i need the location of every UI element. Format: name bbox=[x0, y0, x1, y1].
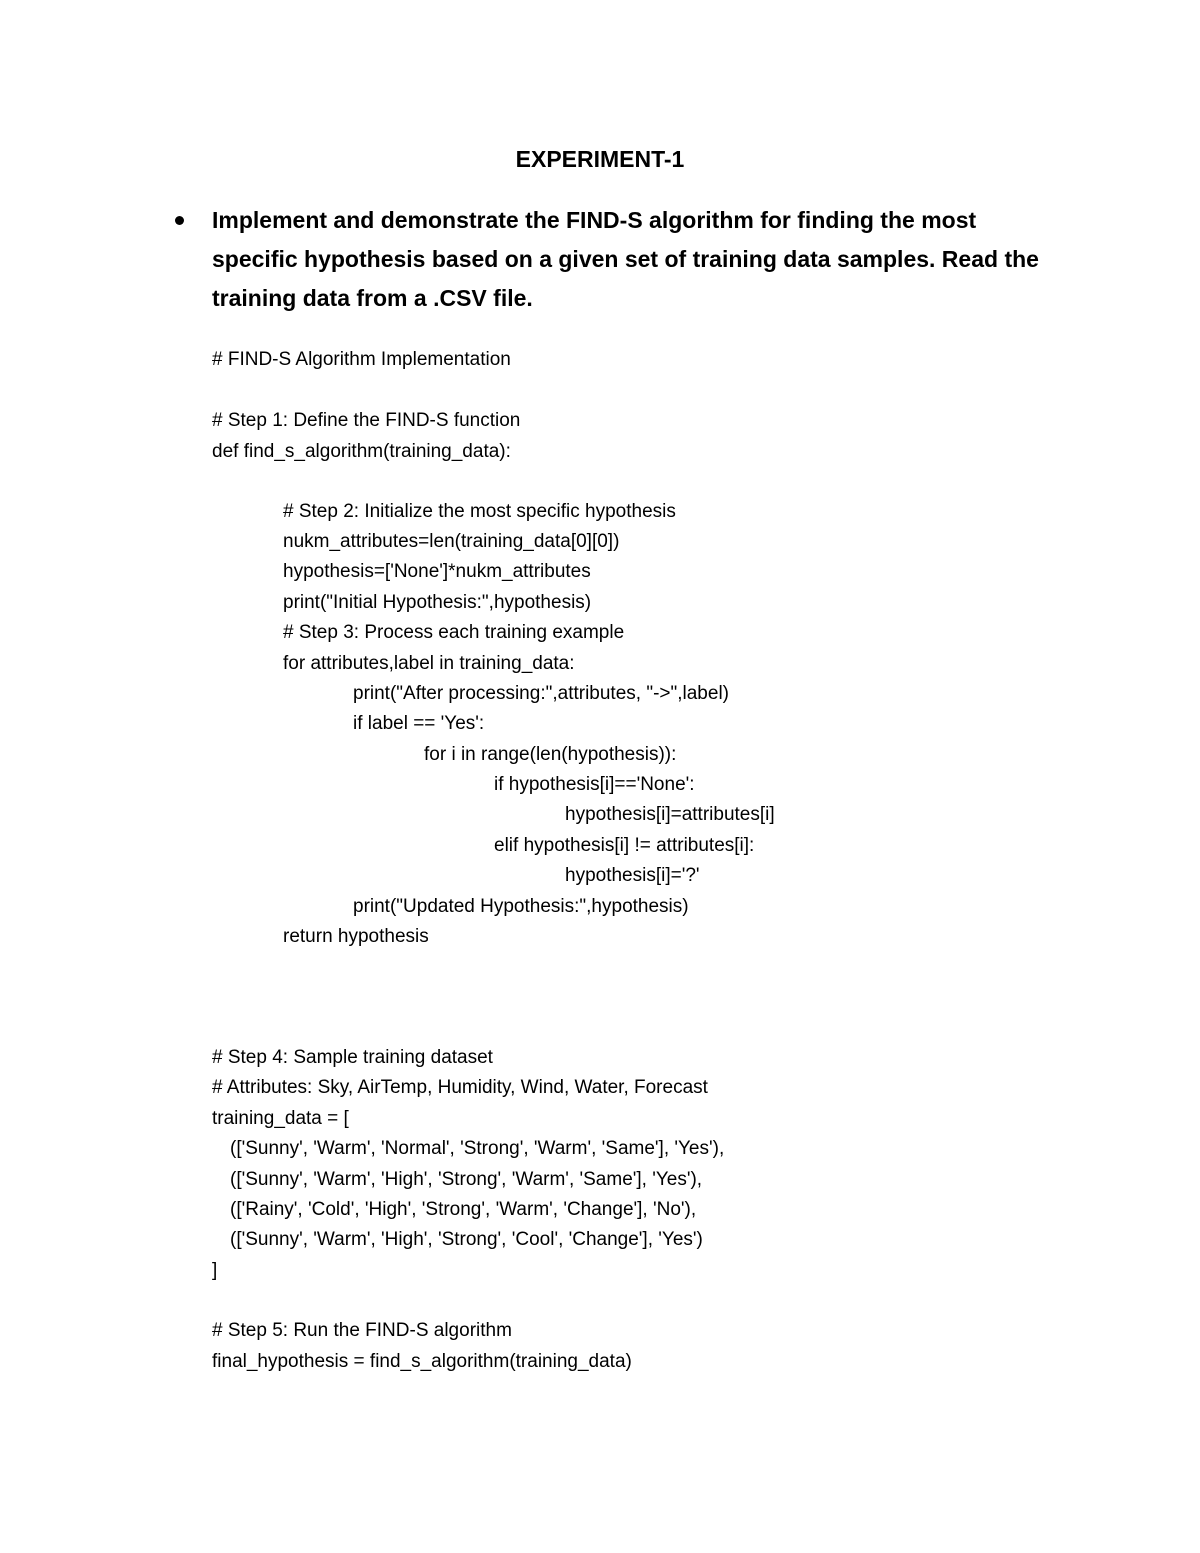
code-line: (['Sunny', 'Warm', 'High', 'Strong', 'Cool', 'Change'], 'Yes') bbox=[230, 1229, 703, 1250]
code-line: # Step 3: Process each training example bbox=[283, 622, 625, 643]
code-line: for i in range(len(hypothesis)): bbox=[424, 744, 677, 765]
code-line: training_data = [ bbox=[212, 1108, 349, 1129]
code-line: hypothesis[i]=attributes[i] bbox=[565, 804, 775, 825]
code-line: for attributes,label in training_data: bbox=[283, 653, 575, 674]
code-line: # Step 5: Run the FIND-S algorithm bbox=[212, 1320, 512, 1341]
code-line: hypothesis[i]='?' bbox=[565, 865, 700, 886]
page-title: EXPERIMENT-1 bbox=[515, 146, 685, 172]
code-line: (['Sunny', 'Warm', 'Normal', 'Strong', 'Warm', 'Same'], 'Yes'), bbox=[230, 1138, 725, 1159]
code-line: elif hypothesis[i] != attributes[i]: bbox=[494, 835, 755, 856]
code-line: print("Initial Hypothesis:",hypothesis) bbox=[283, 592, 592, 613]
code-line: if hypothesis[i]=='None': bbox=[494, 774, 695, 795]
code-line: return hypothesis bbox=[283, 926, 429, 947]
code-line: print("After processing:",attributes, "->",label) bbox=[353, 683, 729, 704]
code-line: # FIND-S Algorithm Implementation bbox=[212, 349, 511, 370]
code-line: print("Updated Hypothesis:",hypothesis) bbox=[353, 896, 689, 917]
code-line: def find_s_algorithm(training_data): bbox=[212, 441, 511, 462]
code-line: if label == 'Yes': bbox=[353, 713, 485, 734]
task-statement: Implement and demonstrate the FIND-S algorithm for finding the most specific hypothesis based on a given set of training data samples. Read the training data from a .CSV file. bbox=[212, 207, 1039, 311]
code-line: (['Rainy', 'Cold', 'High', 'Strong', 'Warm', 'Change'], 'No'), bbox=[230, 1199, 697, 1220]
code-line: final_hypothesis = find_s_algorithm(training_data) bbox=[212, 1351, 632, 1372]
code-line: (['Sunny', 'Warm', 'High', 'Strong', 'Warm', 'Same'], 'Yes'), bbox=[230, 1169, 703, 1190]
code-line: nukm_attributes=len(training_data[0][0]) bbox=[283, 531, 620, 552]
code-line: # Step 1: Define the FIND-S function bbox=[212, 410, 521, 431]
code-line: # Step 4: Sample training dataset bbox=[212, 1047, 493, 1068]
code-line: hypothesis=['None']*nukm_attributes bbox=[283, 561, 591, 582]
code-line: # Step 2: Initialize the most specific hypothesis bbox=[283, 501, 676, 522]
code-line: # Attributes: Sky, AirTemp, Humidity, Wind, Water, Forecast bbox=[212, 1077, 708, 1098]
code-line: ] bbox=[212, 1260, 218, 1281]
